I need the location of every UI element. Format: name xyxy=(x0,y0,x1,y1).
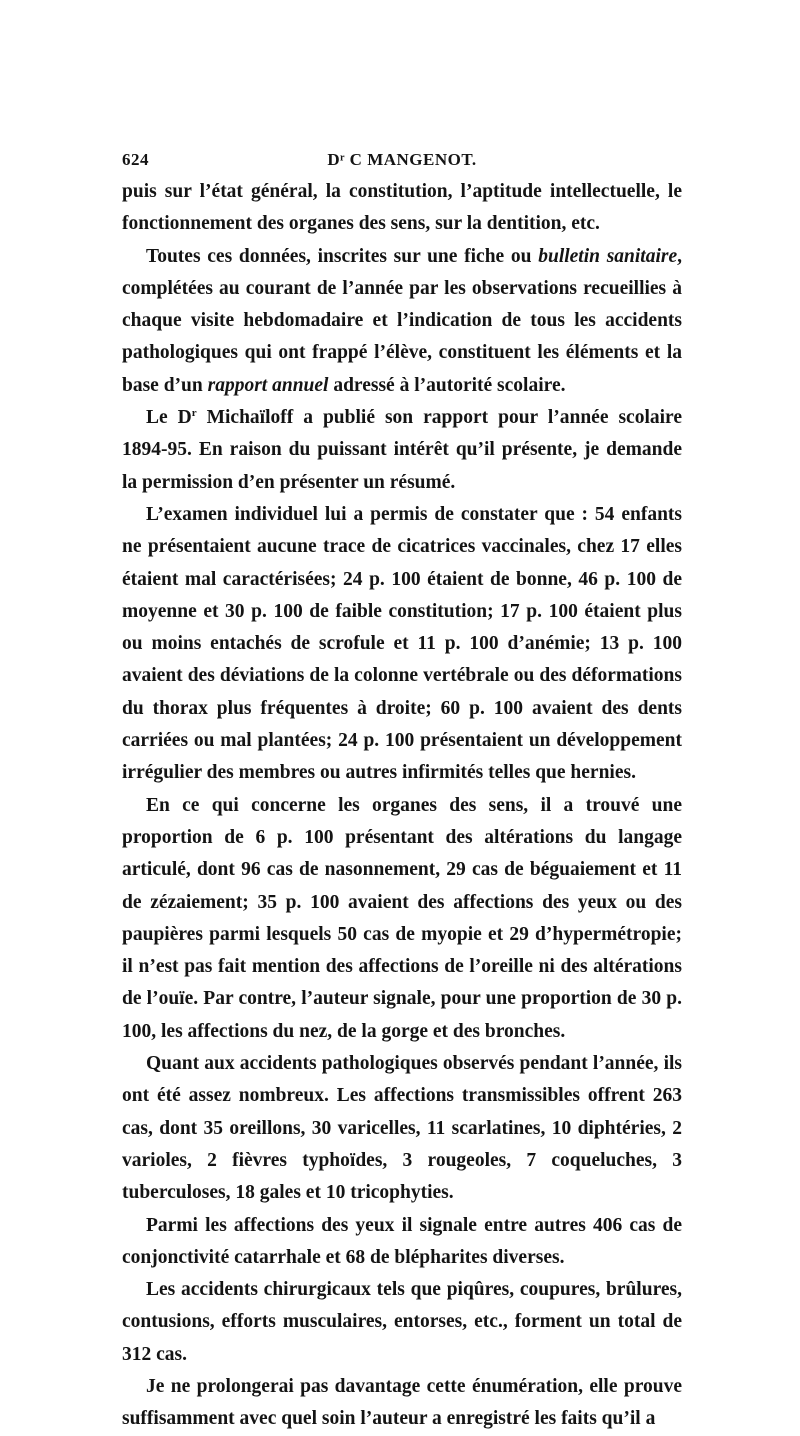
text-run: En ce qui concerne les organes des sens, il a trouvé une proportion de 6 p. 100 présentant des altérations du langage articulé, dont 96 cas de nasonnement, 29 cas de béguaiement et 11 de zézaiement; 35 p. 100 avaient des affections des yeux ou des paupières parmi lesquels 50 cas de myopie et 29 d’hypermétropie; il n’est pas fait mention des affections de l’oreille ni des altérations de l’ouïe. Par contre, l’auteur signale, pour une proportion de 30 p. 100, les affections du nez, de la gorge et des bronches. xyxy=(122,794,682,1042)
superscript-text: r xyxy=(191,407,197,420)
text-run: L’examen individuel lui a permis de constater que : 54 enfants ne présentaient aucune trace de cicatrices vaccinales, chez 17 elles étaient mal caractérisées; 24 p. 100 étaient de bonne, 46 p. 100 de moyenne et 30 p. 100 de faible constitution; 17 p. 100 étaient plus ou moins entachés de scrofule et 11 p. 100 d’anémie; 13 p. 100 avaient des déviations de la colonne vertébrale ou des déformations du thorax plus fréquentes à droite; 60 p. 100 avaient des dents carriées ou mal plantées; 24 p. 100 présentaient un développement irrégulier des membres ou autres infirmités telles que hernies. xyxy=(122,503,682,784)
text-run: adressé à l’autorité scolaire. xyxy=(328,374,566,396)
text-run: Les accidents chirurgicaux tels que piqûres, coupures, brûlures, contusions, efforts musculaires, entorses, etc., forment un total de 312 cas. xyxy=(122,1279,682,1365)
paragraph xyxy=(122,1274,682,1371)
paragraph xyxy=(122,241,682,402)
running-title: Dʳ C MANGENOT. xyxy=(327,150,477,169)
text-run: Je ne prolongerai pas davantage cette énumération, elle prouve suffisamment avec quel soin l’auteur a enregistré les faits qu’il a xyxy=(122,1375,682,1430)
paragraph xyxy=(122,402,682,499)
italic-text: bulletin sanitaire xyxy=(538,245,678,267)
paragraph xyxy=(122,1210,682,1275)
text-run: Toutes ces données, inscrites sur une fiche ou xyxy=(146,245,539,267)
paragraph xyxy=(122,1371,682,1436)
text-run: , complétées au courant de l’année par les observations recueillies à chaque visite hebdomadaire et l’indication de tous les accidents pathologiques qui ont frappé l’élève, constituent les éléments et la base d’un xyxy=(122,245,682,396)
paragraph xyxy=(122,499,682,790)
text-run: puis sur l’état général, la constitution, l’aptitude intellectuelle, le fonctionnement des organes des sens, sur la dentition, etc. xyxy=(122,181,682,235)
paragraph xyxy=(122,1048,682,1209)
paragraph xyxy=(122,176,682,241)
text-run: Parmi les affections des yeux il signale entre autres 406 cas de conjonctivité catarrhale et 68 de blépharites diverses. xyxy=(122,1214,682,1268)
text-run: Quant aux accidents pathologiques observés pendant l’année, ils ont été assez nombreux. Les affections transmissibles offrent 263 cas, dont 35 oreillons, 30 varicelles, 11 scarlatines, 10 diphtéries, 2 varioles, 2 fièvres typhoïdes, 3 rougeoles, 7 coqueluches, 3 tuberculoses, 18 gales et 10 tricophyties. xyxy=(122,1053,682,1204)
book-page xyxy=(122,150,682,1436)
text-run: Michaïloff a publié son rapport pour l’année scolaire 1894-95. En raison du puissant intérêt qu’il présente, je demande la permission d’en présenter un résumé. xyxy=(122,407,682,493)
text-run: Le D xyxy=(146,407,192,429)
paragraph xyxy=(122,790,682,1048)
italic-text: rapport annuel xyxy=(207,374,329,396)
running-head xyxy=(122,150,682,176)
page-number: 624 xyxy=(122,150,149,169)
body-text xyxy=(122,176,682,1436)
